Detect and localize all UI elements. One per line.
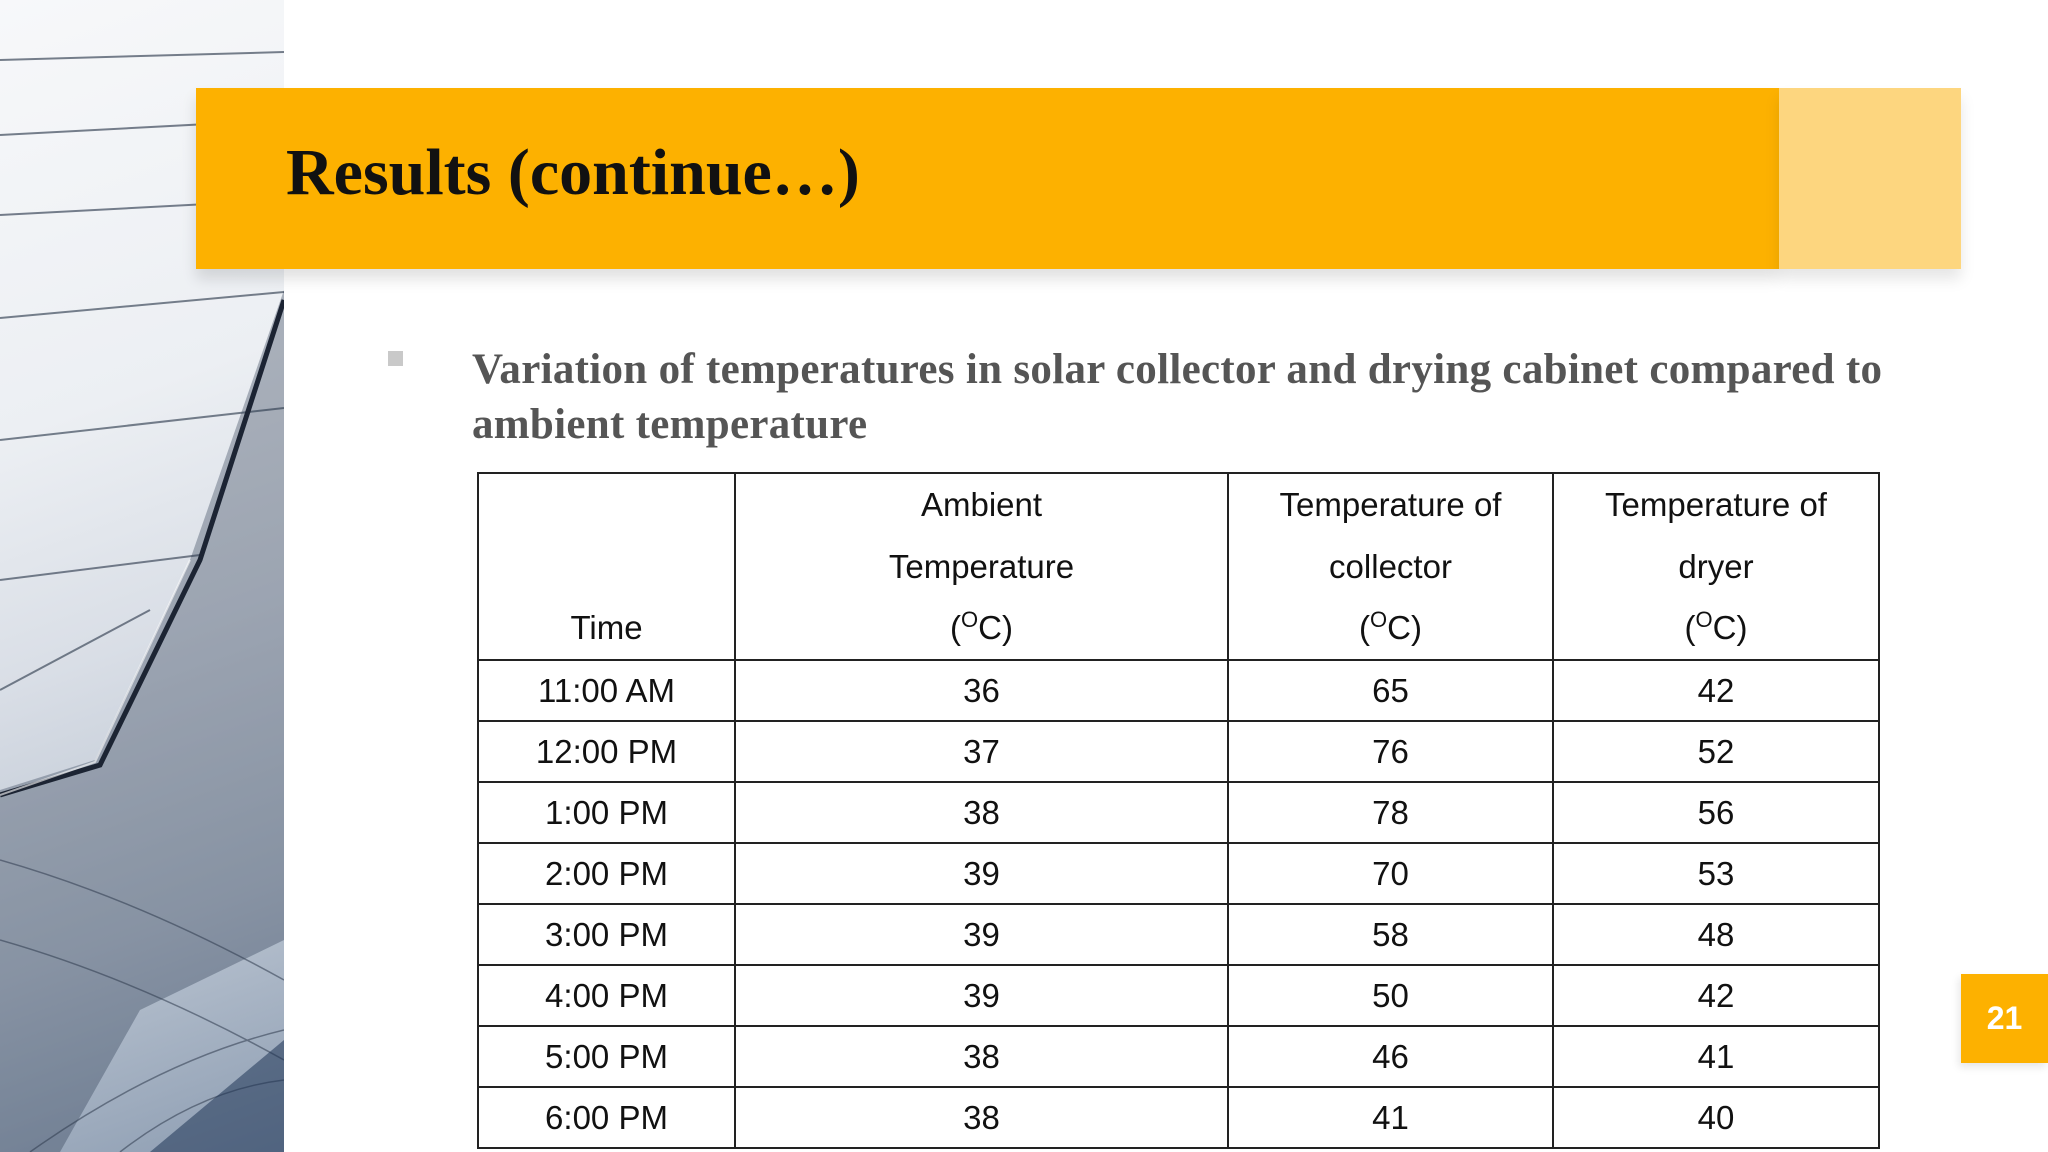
bullet-text: Variation of temperatures in solar collector and drying cabinet compared to ambient temperature <box>472 346 1883 448</box>
cell-ambient: 39 <box>735 965 1228 1026</box>
header-line: Temperature of <box>1605 486 1827 523</box>
cell-ambient: 38 <box>735 1087 1228 1148</box>
header-line: ($^O$C) <box>1359 607 1422 646</box>
cell-collector: 70 <box>1228 843 1553 904</box>
cell-ambient: 38 <box>735 782 1228 843</box>
table-row <box>478 904 1879 965</box>
header-line: Time <box>570 609 643 646</box>
cell-collector: 50 <box>1228 965 1553 1026</box>
header-line: Temperature <box>888 547 1075 585</box>
cell-collector: 76 <box>1228 721 1553 782</box>
table-row <box>478 965 1879 1026</box>
header-line: Ambient <box>920 486 1043 523</box>
cell-time: 2:00 PM <box>478 843 735 904</box>
cell-collector: 46 <box>1228 1026 1553 1087</box>
header-line: ($^O$C) <box>1684 607 1748 646</box>
header-time <box>478 473 735 660</box>
cell-time: 3:00 PM <box>478 904 735 965</box>
page-number: 21 <box>1961 974 2048 1063</box>
cell-ambient: 39 <box>735 904 1228 965</box>
cell-dryer: 42 <box>1553 660 1879 721</box>
cell-time: 5:00 PM <box>478 1026 735 1087</box>
cell-dryer: 42 <box>1553 965 1879 1026</box>
header-line: Temperature of <box>1279 486 1502 523</box>
cell-ambient: 39 <box>735 843 1228 904</box>
table-row <box>478 1087 1879 1148</box>
cell-ambient: 36 <box>735 660 1228 721</box>
cell-time: 12:00 PM <box>478 721 735 782</box>
slide-title: Results (continue…) <box>286 136 860 209</box>
temperature-table <box>477 472 1880 1149</box>
cell-dryer: 52 <box>1553 721 1879 782</box>
cell-time: 11:00 AM <box>478 660 735 721</box>
cell-time: 1:00 PM <box>478 782 735 843</box>
table-row <box>478 782 1879 843</box>
table-header-row <box>478 473 1879 660</box>
cell-dryer: 48 <box>1553 904 1879 965</box>
header-line: ($^O$C) <box>950 607 1013 646</box>
cell-dryer: 40 <box>1553 1087 1879 1148</box>
cell-dryer: 53 <box>1553 843 1879 904</box>
header-line: dryer <box>1678 547 1754 585</box>
header-line: collector <box>1329 547 1452 585</box>
cell-collector: 58 <box>1228 904 1553 965</box>
cell-collector: 65 <box>1228 660 1553 721</box>
table-row <box>478 721 1879 782</box>
title-banner-accent <box>1779 88 1961 269</box>
header-collector <box>1228 473 1553 660</box>
cell-time: 4:00 PM <box>478 965 735 1026</box>
header-dryer <box>1553 473 1879 660</box>
cell-ambient: 37 <box>735 721 1228 782</box>
cell-collector: 41 <box>1228 1087 1553 1148</box>
cell-dryer: 41 <box>1553 1026 1879 1087</box>
cell-collector: 78 <box>1228 782 1553 843</box>
cell-dryer: 56 <box>1553 782 1879 843</box>
table-row <box>478 843 1879 904</box>
table-row <box>478 1026 1879 1087</box>
cell-ambient: 38 <box>735 1026 1228 1087</box>
cell-time: 6:00 PM <box>478 1087 735 1148</box>
bullet-square-icon <box>388 351 403 366</box>
header-line <box>479 536 734 598</box>
header-ambient <box>735 473 1228 660</box>
header-line <box>479 474 734 536</box>
table-row <box>478 660 1879 721</box>
